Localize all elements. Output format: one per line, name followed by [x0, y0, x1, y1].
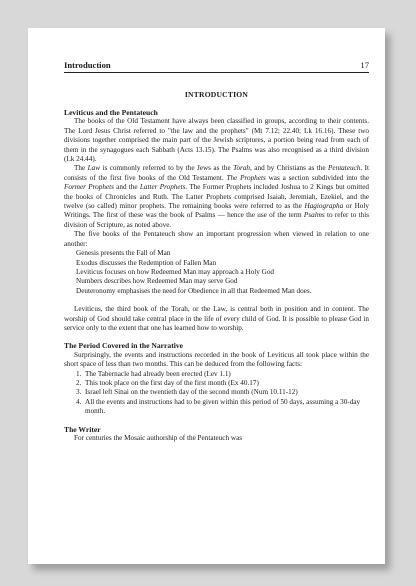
item-number: 2.: [76, 378, 82, 387]
italic-term: Torah: [233, 164, 251, 173]
progression-list: [64, 249, 369, 296]
text-run: is commonly referred to by the Jews as the: [100, 164, 234, 173]
page-number: 17: [360, 60, 369, 70]
item-text: All the events and instructions had to be given within this period of 50 days, assuming a 30-day month.: [85, 397, 361, 416]
italic-term: Hagiographa: [304, 202, 344, 211]
text-run: was a section subdivided into the: [265, 173, 370, 182]
numbered-item: [64, 388, 369, 397]
italic-term: Psalms: [303, 211, 325, 220]
italic-term: Law: [87, 164, 101, 173]
list-item: Exodus discusses the Redemption of Fallen Man: [76, 258, 217, 267]
numbered-item: [64, 379, 369, 388]
list-item: Deuteronomy emphasises the need for Obedience in all that Redeemed Man does.: [76, 286, 312, 295]
paragraph-pentateuch-progression: The five books of the Pentateuch show an important progression when viewed in relation to one another:: [64, 230, 369, 248]
text-run: to refer to this division of Scripture, as noted above.: [64, 211, 369, 229]
list-item: Leviticus focuses on how Redeemed Man may approach a Holy God: [76, 267, 275, 276]
list-item: Genesis presents the Fall of Man: [76, 249, 171, 258]
paragraph-leviticus-central: Leviticus, the third book of the Torah, or the Law, is central both in position and in content. The worship of God should take central place in the life of every child of God. It is possible to please God in service only to the extent that one has learned how to worship.: [64, 305, 369, 332]
running-head: [64, 60, 369, 73]
item-number: 4.: [76, 397, 82, 406]
running-head-title: Introduction: [64, 60, 111, 70]
section-heading-writer: The Writer: [64, 424, 101, 434]
paragraph-old-testament-groups: The books of the Old Testament have always been classified in groups, according to their contents. The Lord Jesus Christ referred to "the law and the prophets" (Mt 7.12; 22.40; Lk 16.16). These two divisions together comprised the main part of the Jewish scriptures, a portion being read from each of them in the synagogues each Sabbath (Acts 13.15). The Psalms was also recognised as a third division (Lk 24.44).: [64, 117, 369, 164]
paragraph-writer: For centuries the Mosaic authorship of the Pentateuch was: [74, 434, 243, 442]
text-run: and the: [113, 183, 140, 192]
text-run: The: [74, 164, 88, 173]
numbered-item: [64, 370, 369, 379]
text-run: . It consists of the first five books of the Old Testament.: [64, 164, 369, 182]
facts-list: [64, 370, 369, 417]
item-text: Israel left Sinai on the twentieth day of the second month (Num 10.11-12): [85, 388, 298, 397]
italic-term: Former Prophets: [64, 183, 114, 192]
page-content: [64, 60, 369, 443]
book-page: [28, 28, 385, 564]
text-run: . The Former Prophets included Joshua to 2 Kings but omitted the books of Chronicles and Ruth. The Latter Prophets comprised Isaiah, Jeremiah, Ezekiel, and the twelve (so called) minor prophets. The remaining books were referred to as the: [64, 183, 369, 211]
item-number: 3.: [76, 388, 82, 397]
italic-term: Pentateuch: [328, 164, 361, 173]
numbered-item: [64, 398, 369, 417]
item-number: 1.: [76, 369, 82, 378]
italic-term: Latter Prophets: [139, 183, 186, 192]
text-run: or Holy Writings. The first of these was the book of Psalms — hence the use of the term: [64, 202, 369, 220]
item-text: The Tabernacle had already been erected (Lev 1.1): [85, 369, 231, 378]
chapter-title: INTRODUCTION: [184, 90, 249, 99]
text-run: , and by Christians as the: [250, 164, 329, 173]
list-item: Numbers describes how Redeemed Man may serve God: [76, 277, 238, 286]
paragraph-law-prophets: [64, 164, 369, 230]
section-heading-period-covered: The Period Covered in the Narrative: [64, 341, 184, 351]
paragraph-period-covered: Surprisingly, the events and instructions recorded in the book of Leviticus all took place within the short space of less than two months. This can be deduced from the following facts:: [64, 350, 369, 369]
italic-term: The Prophets: [226, 173, 266, 182]
section-heading-leviticus-pentateuch: Leviticus and the Pentateuch: [64, 108, 158, 117]
item-text: This took place on the first day of the first month (Ex 40.17): [85, 378, 259, 387]
